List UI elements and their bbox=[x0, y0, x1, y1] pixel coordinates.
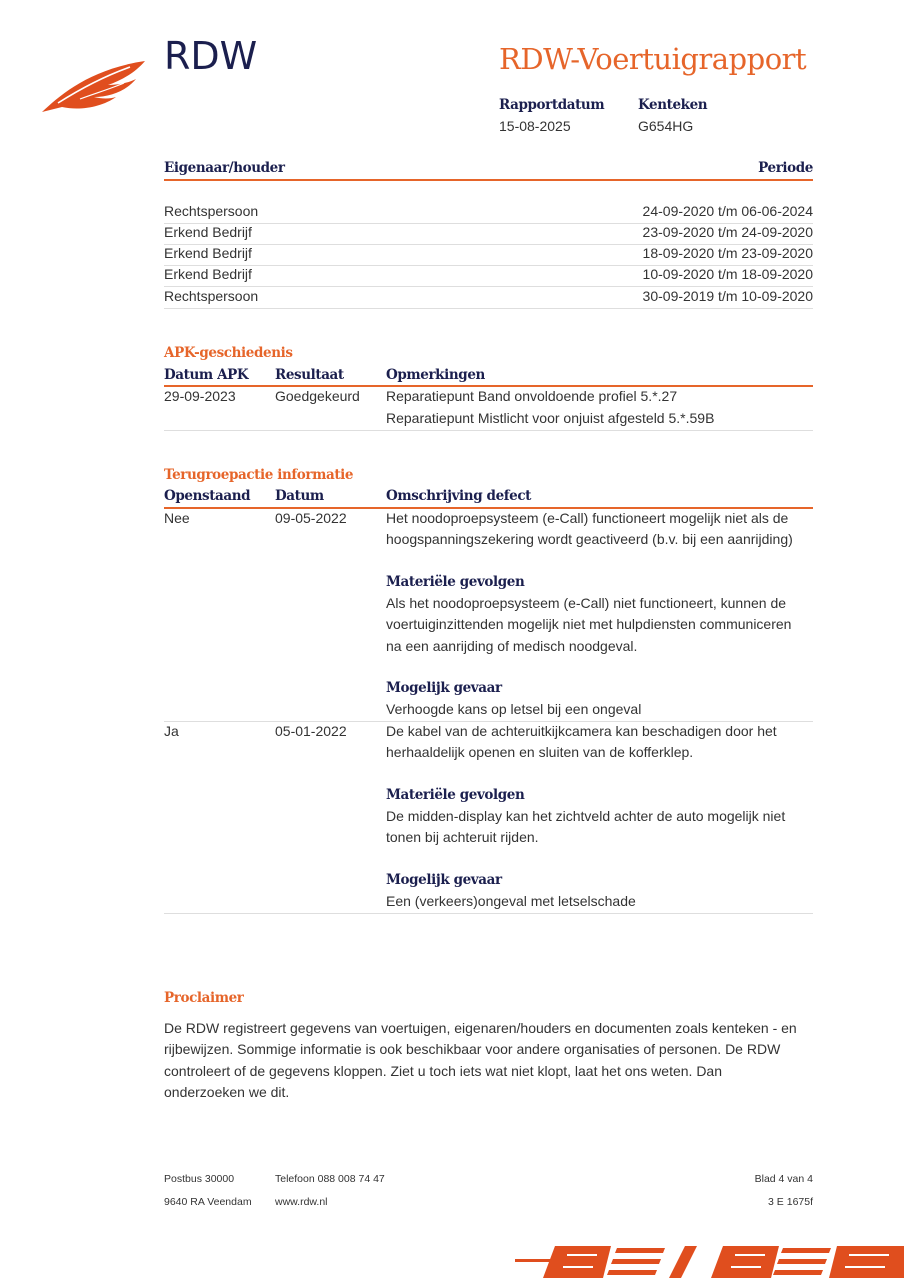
period-cell: 23-09-2020 t/m 24-09-2020 bbox=[642, 224, 813, 240]
owner-cell: Erkend Bedrijf bbox=[164, 266, 252, 282]
owners-header-rule bbox=[164, 179, 813, 181]
recall-desc-line: herhaaldelijk openen en sluiten van de kofferklep. bbox=[386, 744, 694, 760]
material-consequences-line: Als het noodoproepsysteem (e-Call) niet functioneert, kunnen de bbox=[386, 595, 787, 611]
recall-desc-line: hoogspanningszekering wordt geactiveerd (b.v. bij een aanrijding) bbox=[386, 531, 793, 547]
owner-cell: Erkend Bedrijf bbox=[164, 245, 252, 261]
material-consequences-title: Materiële gevolgen bbox=[386, 787, 525, 803]
apk-result: Goedgekeurd bbox=[275, 388, 360, 404]
recall-desc-line: Het noodoproepsysteem (e-Call) functioneert mogelijk niet als de bbox=[386, 510, 789, 526]
possible-danger-title: Mogelijk gevaar bbox=[386, 872, 502, 888]
period-cell: 18-09-2020 t/m 23-09-2020 bbox=[642, 245, 813, 261]
footer-website: www.rdw.nl bbox=[275, 1196, 328, 1208]
apk-remarks-header: Opmerkingen bbox=[386, 367, 485, 383]
recall-desc-header: Omschrijving defect bbox=[386, 488, 532, 504]
apk-date: 29-09-2023 bbox=[164, 388, 236, 404]
brand-name: RDW bbox=[164, 34, 258, 78]
proclaimer-title: Proclaimer bbox=[164, 990, 244, 1006]
apk-remark: Reparatiepunt Mistlicht voor onjuist afgesteld 5.*.59B bbox=[386, 410, 715, 426]
footer-document-code: 3 E 1675f bbox=[768, 1196, 813, 1208]
possible-danger-line: Een (verkeers)ongeval met letselschade bbox=[386, 893, 636, 909]
recall-date: 05-01-2022 bbox=[275, 723, 347, 739]
period-cell: 24-09-2020 t/m 06-06-2024 bbox=[642, 203, 813, 219]
recall-section-title: Terugroepactie informatie bbox=[164, 467, 354, 483]
license-plate: G654HG bbox=[638, 118, 694, 134]
owner-cell: Rechtspersoon bbox=[164, 288, 259, 304]
apk-date-header: Datum APK bbox=[164, 367, 249, 383]
material-consequences-line: De midden-display kan het zichtveld achter de auto mogelijk niet bbox=[386, 808, 786, 824]
owner-column-header: Eigenaar/houder bbox=[164, 160, 285, 176]
recall-date-header: Datum bbox=[275, 488, 324, 504]
rdw-feather-logo-icon bbox=[40, 55, 150, 120]
possible-danger-line: Verhoogde kans op letsel bij een ongeval bbox=[386, 701, 642, 717]
apk-result-header: Resultaat bbox=[275, 367, 344, 383]
recall-date: 09-05-2022 bbox=[275, 510, 347, 526]
recall-open: Ja bbox=[164, 723, 179, 739]
footer-page-number: Blad 4 van 4 bbox=[754, 1173, 813, 1185]
material-consequences-line: tonen bij achteruit rijden. bbox=[386, 829, 539, 845]
owner-cell: Erkend Bedrijf bbox=[164, 224, 252, 240]
footer-postbus: Postbus 30000 bbox=[164, 1173, 235, 1185]
row-divider bbox=[164, 430, 813, 431]
report-date-label: Rapportdatum bbox=[499, 97, 605, 113]
period-cell: 30-09-2019 t/m 10-09-2020 bbox=[642, 288, 813, 304]
apk-section-title: APK-geschiedenis bbox=[164, 345, 293, 361]
recall-desc-line: De kabel van de achteruitkijkcamera kan beschadigen door het bbox=[386, 723, 777, 739]
row-divider bbox=[164, 913, 813, 914]
period-column-header: Periode bbox=[758, 160, 813, 176]
report-date: 15-08-2025 bbox=[499, 118, 571, 134]
license-plate-label: Kenteken bbox=[638, 97, 708, 113]
material-consequences-line: voertuiginzittenden mogelijk niet met hulpdiensten communiceren bbox=[386, 616, 792, 632]
period-cell: 10-09-2020 t/m 18-09-2020 bbox=[642, 266, 813, 282]
recall-open: Nee bbox=[164, 510, 190, 526]
footer-postcode: 9640 RA Veendam bbox=[164, 1196, 252, 1208]
owner-cell: Rechtspersoon bbox=[164, 203, 259, 219]
proclaimer-text: De RDW registreert gegevens van voertuigen, eigenaren/houders en documenten zoals kenteken - en rijbewijzen. Sommige informatie is ook beschikbaar voor andere organisaties of personen. De RDW controleert of de gegevens kloppen. Ziet u toch iets wat niet klopt, laat het ons weten. Dan onderzoeken we dit. bbox=[164, 1020, 797, 1100]
material-consequences-line: na een aanrijding of medisch noodgeval. bbox=[386, 638, 638, 654]
possible-danger-title: Mogelijk gevaar bbox=[386, 680, 502, 696]
apk-remark: Reparatiepunt Band onvoldoende profiel 5.*.27 bbox=[386, 388, 678, 404]
recall-open-header: Openstaand bbox=[164, 488, 251, 504]
material-consequences-title: Materiële gevolgen bbox=[386, 574, 525, 590]
rdw-stripes-decoration-icon bbox=[515, 1244, 904, 1285]
footer-phone: Telefoon 088 008 74 47 bbox=[275, 1173, 385, 1185]
row-divider bbox=[164, 308, 813, 309]
report-title: RDW-Voertuigrapport bbox=[499, 42, 807, 76]
